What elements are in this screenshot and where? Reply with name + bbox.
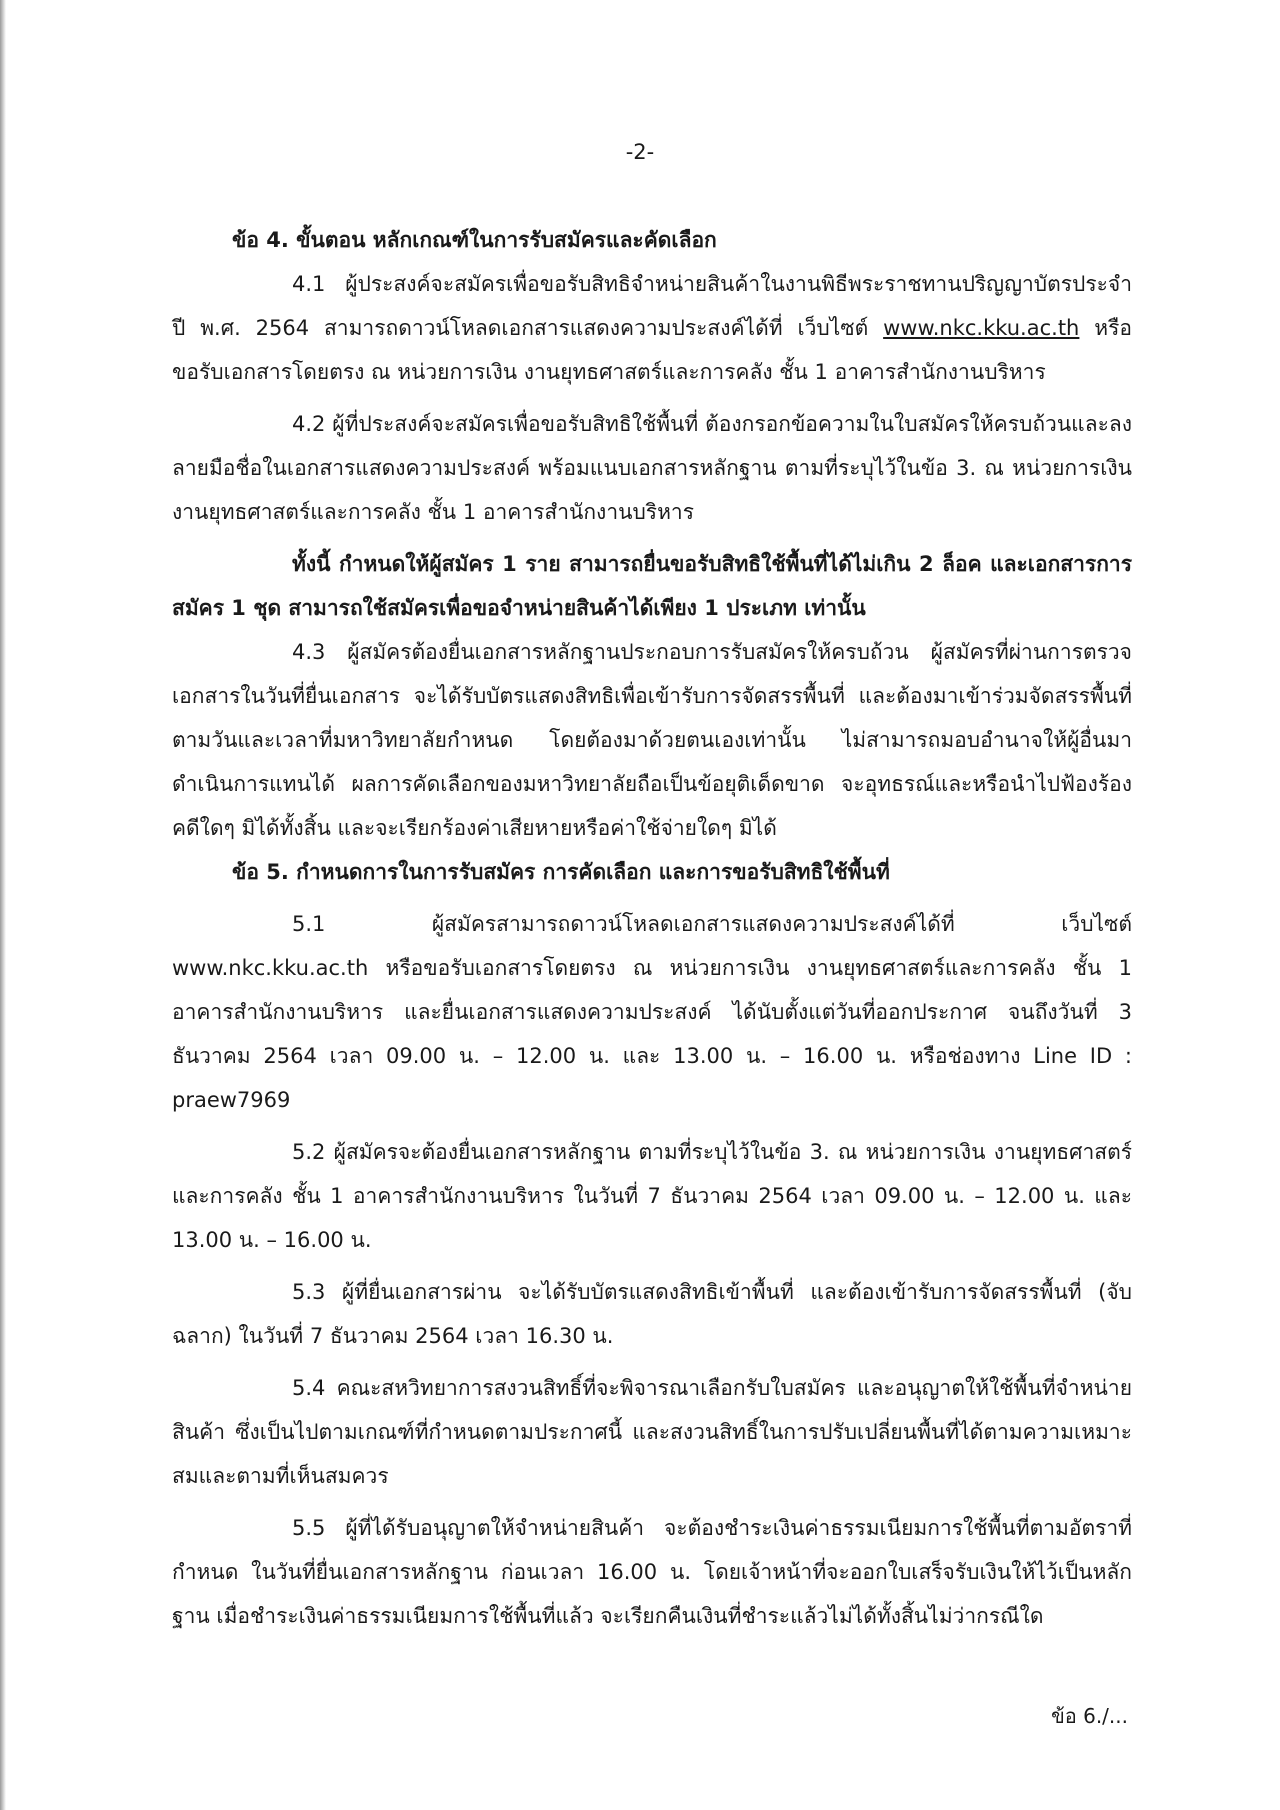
paragraph-4-3: 4.3 ผู้สมัครต้องยื่นเอกสารหลักฐานประกอบการรับสมัครให้ครบถ้วน ผู้สมัครที่ผ่านการตรวจเอกสารในวันที่ยื่นเอกสาร จะได้รับบัตรแสดงสิทธิเพื่อเข้ารับการจัดสรรพื้นที่ และต้องมาเข้าร่วมจัดสรรพื้นที่ตามวันและเวลาที่มหาวิทยาลัยกำหนด โดยต้องมาด้วยตนเองเท่านั้น ไม่สามารถมอบอำนาจให้ผู้อื่นมาดำเนินการแทนได้ ผลการคัดเลือกของมหาวิทยาลัยถือเป็นข้อยุติเด็ดขาด จะอุทธรณ์และหรือนำไปฟ้องร้องคดีใดๆ มิได้ทั้งสิ้น และจะเรียกร้องค่าเสียหายหรือค่าใช้จ่ายใดๆ มิได้ — [172, 640, 1132, 840]
paragraph-4-1-text-b: หรือขอรับเอกสารโดยตรง ณ หน่วยการเงิน งานยุทธศาสตร์และการคลัง ชั้น 1 อาคารสำนักงานบริหาร — [172, 316, 1132, 384]
paragraph-4-2: 4.2 ผู้ที่ประสงค์จะสมัครเพื่อขอรับสิทธิใช้พื้นที่ ต้องกรอกข้อความในใบสมัครให้ครบถ้วนและลงลายมือชื่อในเอกสารแสดงความประสงค์ พร้อมแนบเอกสารหลักฐาน ตามที่ระบุไว้ในข้อ 3. ณ หน่วยการเงิน งานยุทธศาสตร์และการคลัง ชั้น 1 อาคารสำนักงานบริหาร — [172, 412, 1132, 524]
paragraph-5-2: 5.2 ผู้สมัครจะต้องยื่นเอกสารหลักฐาน ตามที่ระบุไว้ในข้อ 3. ณ หน่วยการเงิน งานยุทธศาสตร์และการคลัง ชั้น 1 อาคารสำนักงานบริหาร ในวันที่ 7 ธันวาคม 2564 เวลา 09.00 น. – 12.00 น. และ 13.00 น. – 16.00 น. — [172, 1140, 1132, 1252]
paragraph-5-4: 5.4 คณะสหวิทยาการสงวนสิทธิ์ที่จะพิจารณาเลือกรับใบสมัคร และอนุญาตให้ใช้พื้นที่จำหน่ายสินค้า ซึ่งเป็นไปตามเกณฑ์ที่กำหนดตามประกาศนี้ และสงวนสิทธิ์ในการปรับเปลี่ยนพื้นที่ได้ตามความเหมาะสมและตามที่เห็นสมควร — [172, 1376, 1132, 1488]
scan-edge-shadow — [0, 0, 6, 1810]
section-5-heading: ข้อ 5. กำหนดการในการรับสมัคร การคัดเลือก และการขอรับสิทธิใช้พื้นที่ — [232, 860, 890, 884]
paragraph-5-1: 5.1 ผู้สมัครสามารถดาวน์โหลดเอกสารแสดงความประสงค์ได้ที่ เว็บไซต์ www.nkc.kku.ac.th หรือขอรับเอกสารโดยตรง ณ หน่วยการเงิน งานยุทธศาสตร์และการคลัง ชั้น 1 อาคารสำนักงานบริหาร และยื่นเอกสารแสดงความประสงค์ ได้นับตั้งแต่วันที่ออกประกาศ จนถึงวันที่ 3 ธันวาคม 2564 เวลา 09.00 น. – 12.00 น. และ 13.00 น. – 16.00 น. หรือช่องทาง Line ID : praew7969 — [172, 912, 1132, 1112]
paragraph-5-3: 5.3 ผู้ที่ยื่นเอกสารผ่าน จะได้รับบัตรแสดงสิทธิเข้าพื้นที่ และต้องเข้ารับการจัดสรรพื้นที่ (จับฉลาก) ในวันที่ 7 ธันวาคม 2564 เวลา 16.30 น. — [172, 1280, 1132, 1348]
website-link[interactable]: www.nkc.kku.ac.th — [883, 316, 1080, 340]
section-4-heading: ข้อ 4. ขั้นตอน หลักเกณฑ์ในการรับสมัครและคัดเลือก — [232, 228, 717, 252]
paragraph-4-2-note: ทั้งนี้ กำหนดให้ผู้สมัคร 1 ราย สามารถยื่นขอรับสิทธิใช้พื้นที่ได้ไม่เกิน 2 ล็อค และเอกสารการสมัคร 1 ชุด สามารถใช้สมัครเพื่อขอจำหน่ายสินค้าได้เพียง 1 ประเภท เท่านั้น — [172, 552, 1132, 620]
page-number: -2- — [625, 140, 655, 164]
paragraph-5-5: 5.5 ผู้ที่ได้รับอนุญาตให้จำหน่ายสินค้า จะต้องชำระเงินค่าธรรมเนียมการใช้พื้นที่ตามอัตราที่กำหนด ในวันที่ยื่นเอกสารหลักฐาน ก่อนเวลา 16.00 น. โดยเจ้าหน้าที่จะออกใบเสร็จรับเงินให้ไว้เป็นหลักฐาน เมื่อชำระเงินค่าธรรมเนียมการใช้พื้นที่แล้ว จะเรียกคืนเงินที่ชำระแล้วไม่ได้ทั้งสิ้นไม่ว่ากรณีใด — [172, 1516, 1132, 1628]
paragraph-4-1 — [172, 262, 1132, 394]
next-page-reference: ข้อ 6./... — [1051, 1704, 1128, 1728]
paragraph-4-1-text-a: 4.1 ผู้ประสงค์จะสมัครเพื่อขอรับสิทธิจำหน่ายสินค้าในงานพิธีพระราชทานปริญญาบัตรประจำปี พ.ศ. 2564 สามารถดาวน์โหลดเอกสารแสดงความประสงค์ได้ที่ เว็บไซต์ — [172, 272, 1132, 340]
document-body — [172, 218, 1132, 1638]
